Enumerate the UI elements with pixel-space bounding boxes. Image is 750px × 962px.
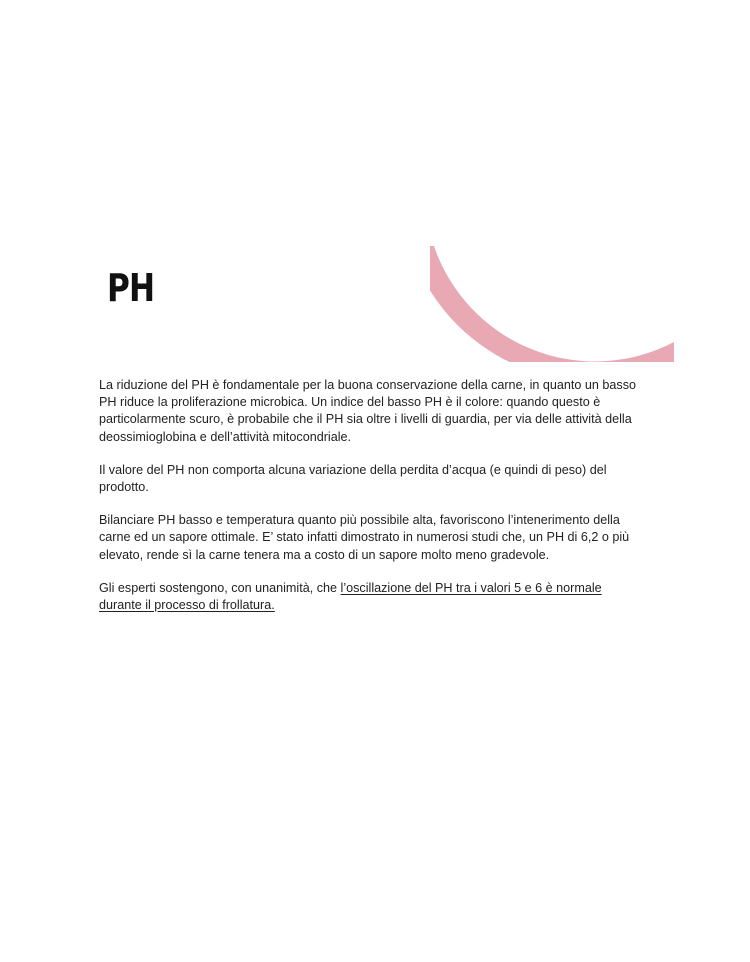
page-title: PH: [107, 266, 155, 310]
body-text: [99, 377, 644, 630]
paragraph-1: La riduzione del PH è fondamentale per la buona conservazione della carne, in quanto un basso PH riduce la proliferazione microbica. Un indice del basso PH è il colore: quando questo è particolarmente scuro, è probabile che il PH sia oltre i livelli di guardia, per via delle attività della deossimioglobina e dell’attività mitocondriale.: [99, 378, 636, 444]
decorative-arc: [430, 246, 674, 362]
paragraph-2: Il valore del PH non comporta alcuna variazione della perdita d’acqua (e quindi di peso) del prodotto.: [99, 462, 607, 495]
arc-shape: [430, 246, 674, 362]
paragraph-4-prefix: Gli esperti sostengono, con unanimità, che: [99, 580, 341, 595]
frollatura-link[interactable]: l’oscillazione del PH tra i valori 5 e 6 è normale durante il processo di frollatura.: [99, 580, 602, 613]
paragraph-3: Bilanciare PH basso e temperatura quanto più possibile alta, favoriscono l’intenerimento della carne ed un sapore ottimale. E’ stato infatti dimostrato in numerosi studi che, un PH di 6,2 o più elevato, rende sì la carne tenera ma a costo di un sapore molto meno gradevole.: [99, 513, 630, 562]
paragraph-4: [99, 580, 644, 614]
